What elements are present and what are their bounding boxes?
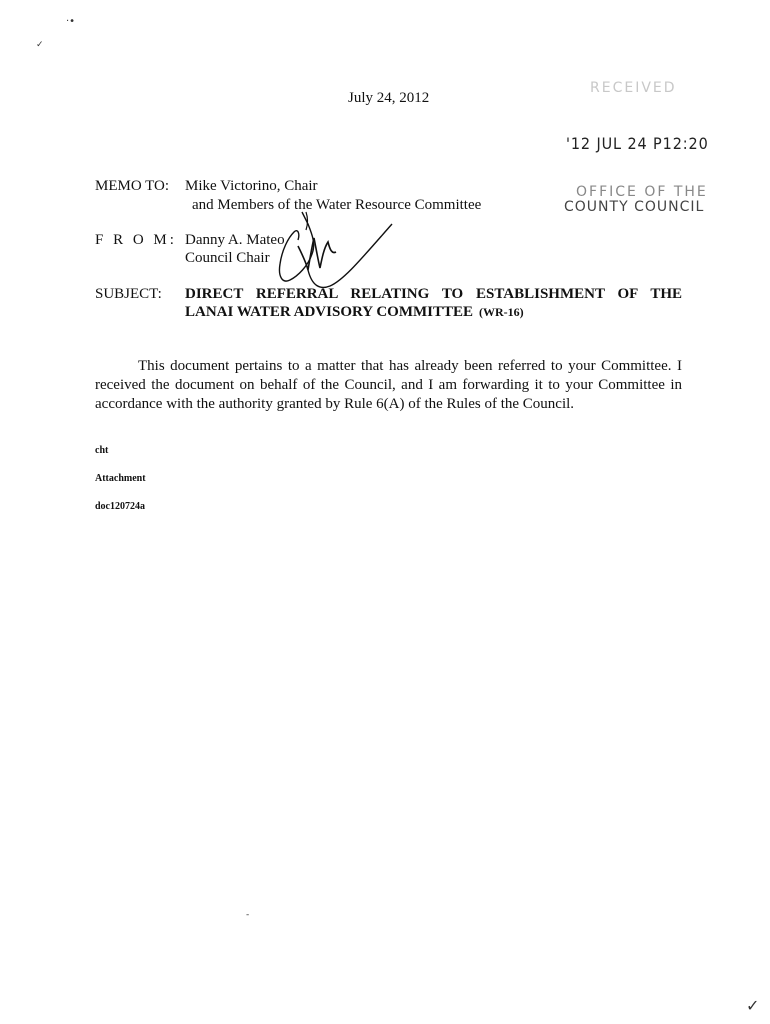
subject-text-line2-main: LANAI WATER ADVISORY COMMITTEE xyxy=(185,304,473,320)
handwritten-signature xyxy=(272,210,402,295)
memo-to-label: MEMO TO: xyxy=(95,178,170,194)
memo-body-paragraph: This document pertains to a matter that has already been referred to your Committee. I received the document on behalf of the Council, and I am forwarding it to your Committee in accordance with the authority granted by Rule 6(A) of the Rules of the Council. xyxy=(95,358,682,412)
typist-initials: cht xyxy=(95,445,109,456)
subject-label: SUBJECT: xyxy=(95,286,162,302)
from-sender: Danny A. Mateo xyxy=(185,232,285,248)
subject-code: (WR-16) xyxy=(479,305,524,319)
memo-to-recipient: Mike Victorino, Chair xyxy=(185,178,318,194)
attachment-note: Attachment xyxy=(95,473,146,484)
received-stamp-time: '12 JUL 24 P12:20 xyxy=(566,134,709,153)
received-stamp-county: COUNTY COUNCIL xyxy=(564,199,705,215)
checkmark-icon: ✓ xyxy=(746,996,760,1015)
subject-text-line2 xyxy=(185,304,524,321)
received-stamp-office: OFFICE OF THE xyxy=(576,184,708,200)
memo-date: July 24, 2012 xyxy=(348,90,430,106)
document-reference: doc120724a xyxy=(95,501,145,512)
memo-to-recipient-members: and Members of the Water Resource Committee xyxy=(192,197,482,213)
scan-speck: ·• xyxy=(66,16,76,27)
from-label: F R O M: xyxy=(95,232,177,248)
received-stamp-faint: RECEIVED xyxy=(590,80,677,96)
scan-speck: - xyxy=(246,910,250,920)
scan-speck: ✓ xyxy=(36,40,44,50)
subject-text-line1: DIRECT REFERRAL RELATING TO ESTABLISHMENT OF THE xyxy=(185,286,682,302)
from-sender-title: Council Chair xyxy=(185,250,270,266)
